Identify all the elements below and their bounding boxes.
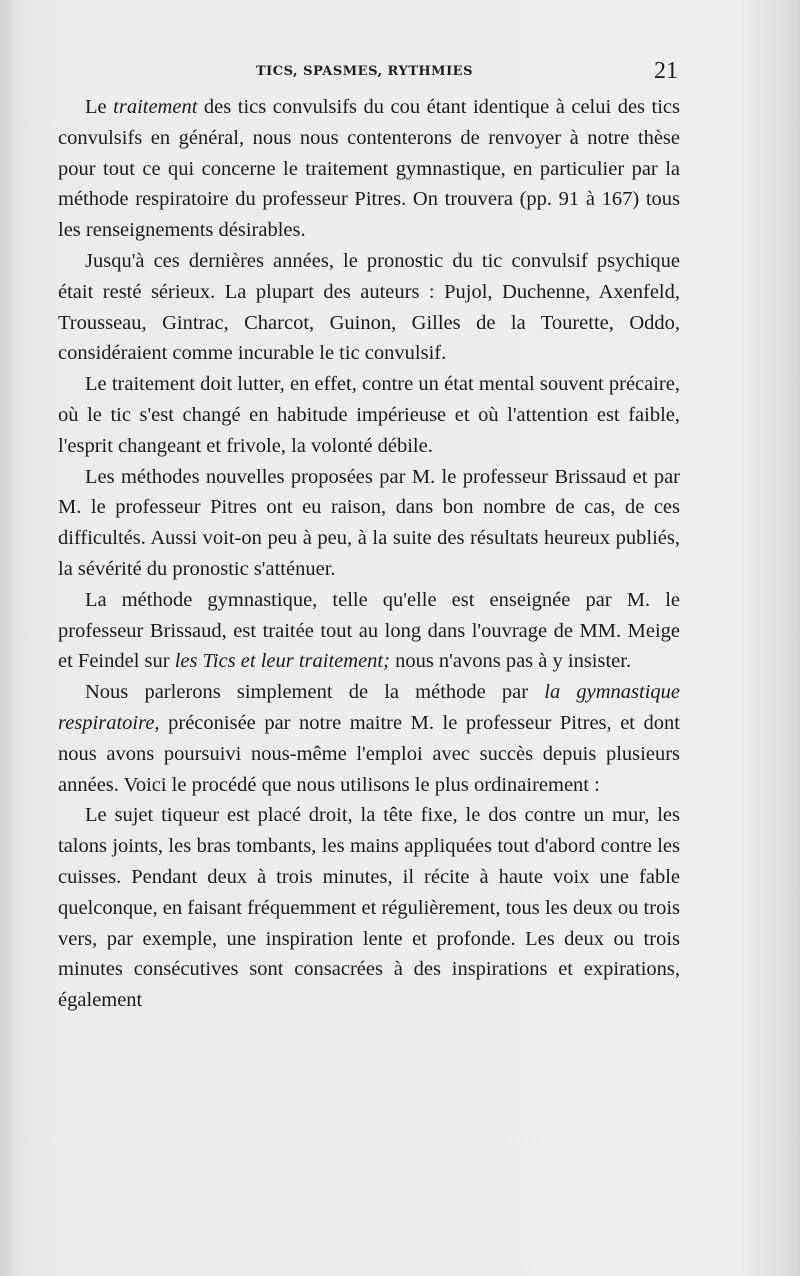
paragraph-new-methods: Les méthodes nouvelles proposées par M. le professeur Brissaud et par M. le professeur Pitres ont eu raison, dans bon nombre de cas, de ces difficultés. Aussi voit-on peu à peu, à la suite des résultats heureux publiés, la sévérité du pronostic s'atténuer. (58, 465, 680, 580)
paragraph-procedure: Le sujet tiqueur est placé droit, la tête fixe, le dos contre un mur, les talons joints, les bras tombants, les mains appliquées tout d'abord contre les cuisses. Pendant deux à trois minutes, il récite à haute voix une fable quelconque, en faisant fréquemment et régulièrement, tous les deux ou trois vers, par exemple, une inspiration lente et profonde. Les deux ou trois minutes consécutives sont consacrées à des inspirations et expirations, également (58, 804, 680, 1012)
paragraph-prognosis: Jusqu'à ces dernières années, le pronostic du tic convulsif psychique était resté sérieux. La plupart des auteurs : Pujol, Duchenne, Axenfeld, Trousseau, Gintrac, Charcot, Guinon, Gilles de la Tourette, Oddo, considéraient comme incurable le tic convulsif. (58, 249, 680, 365)
body-text (58, 92, 680, 1016)
page-header (58, 58, 680, 88)
running-title: TICS, SPASMES, RYTHMIES (256, 64, 473, 79)
paragraph-respiratory-method: Nous parlerons simplement de la méthode par la gymnastique respiratoire, préconisée par notre maitre M. le professeur Pitres, et dont nous avons poursuivi nous-même l'emploi avec succès depuis plusieurs années. Voici le procédé que nous utilisons le plus ordinairement : (58, 681, 680, 796)
italic-term: la gymnastique respiratoire, (58, 681, 680, 734)
paragraph-treatment-reference: Le traitement des tics convulsifs du cou étant identique à celui des tics convulsifs en général, nous nous contenterons de renvoyer à notre thèse pour tout ce qui concerne le traitement gymnastique, en particulier par la méthode respiratoire du professeur Pitres. On trouvera (pp. 91 à 167) tous les renseignements désirables. (58, 96, 680, 242)
page-number: 21 (654, 58, 678, 84)
paragraph-gymnastic-method: La méthode gymnastique, telle qu'elle est enseignée par M. le professeur Brissaud, est traitée tout au long dans l'ouvrage de MM. Meige et Feindel sur les Tics et leur traitement; nous n'avons pas à y insister. (58, 588, 680, 673)
italic-title: les Tics et leur traitement; (174, 650, 390, 673)
italic-term: traitement (113, 96, 198, 118)
paragraph-mental-state: Le traitement doit lutter, en effet, contre un état mental souvent précaire, où le tic s'est changé en habitude impérieuse et où l'attention est faible, l'esprit changeant et frivole, la volonté débile. (58, 373, 680, 457)
